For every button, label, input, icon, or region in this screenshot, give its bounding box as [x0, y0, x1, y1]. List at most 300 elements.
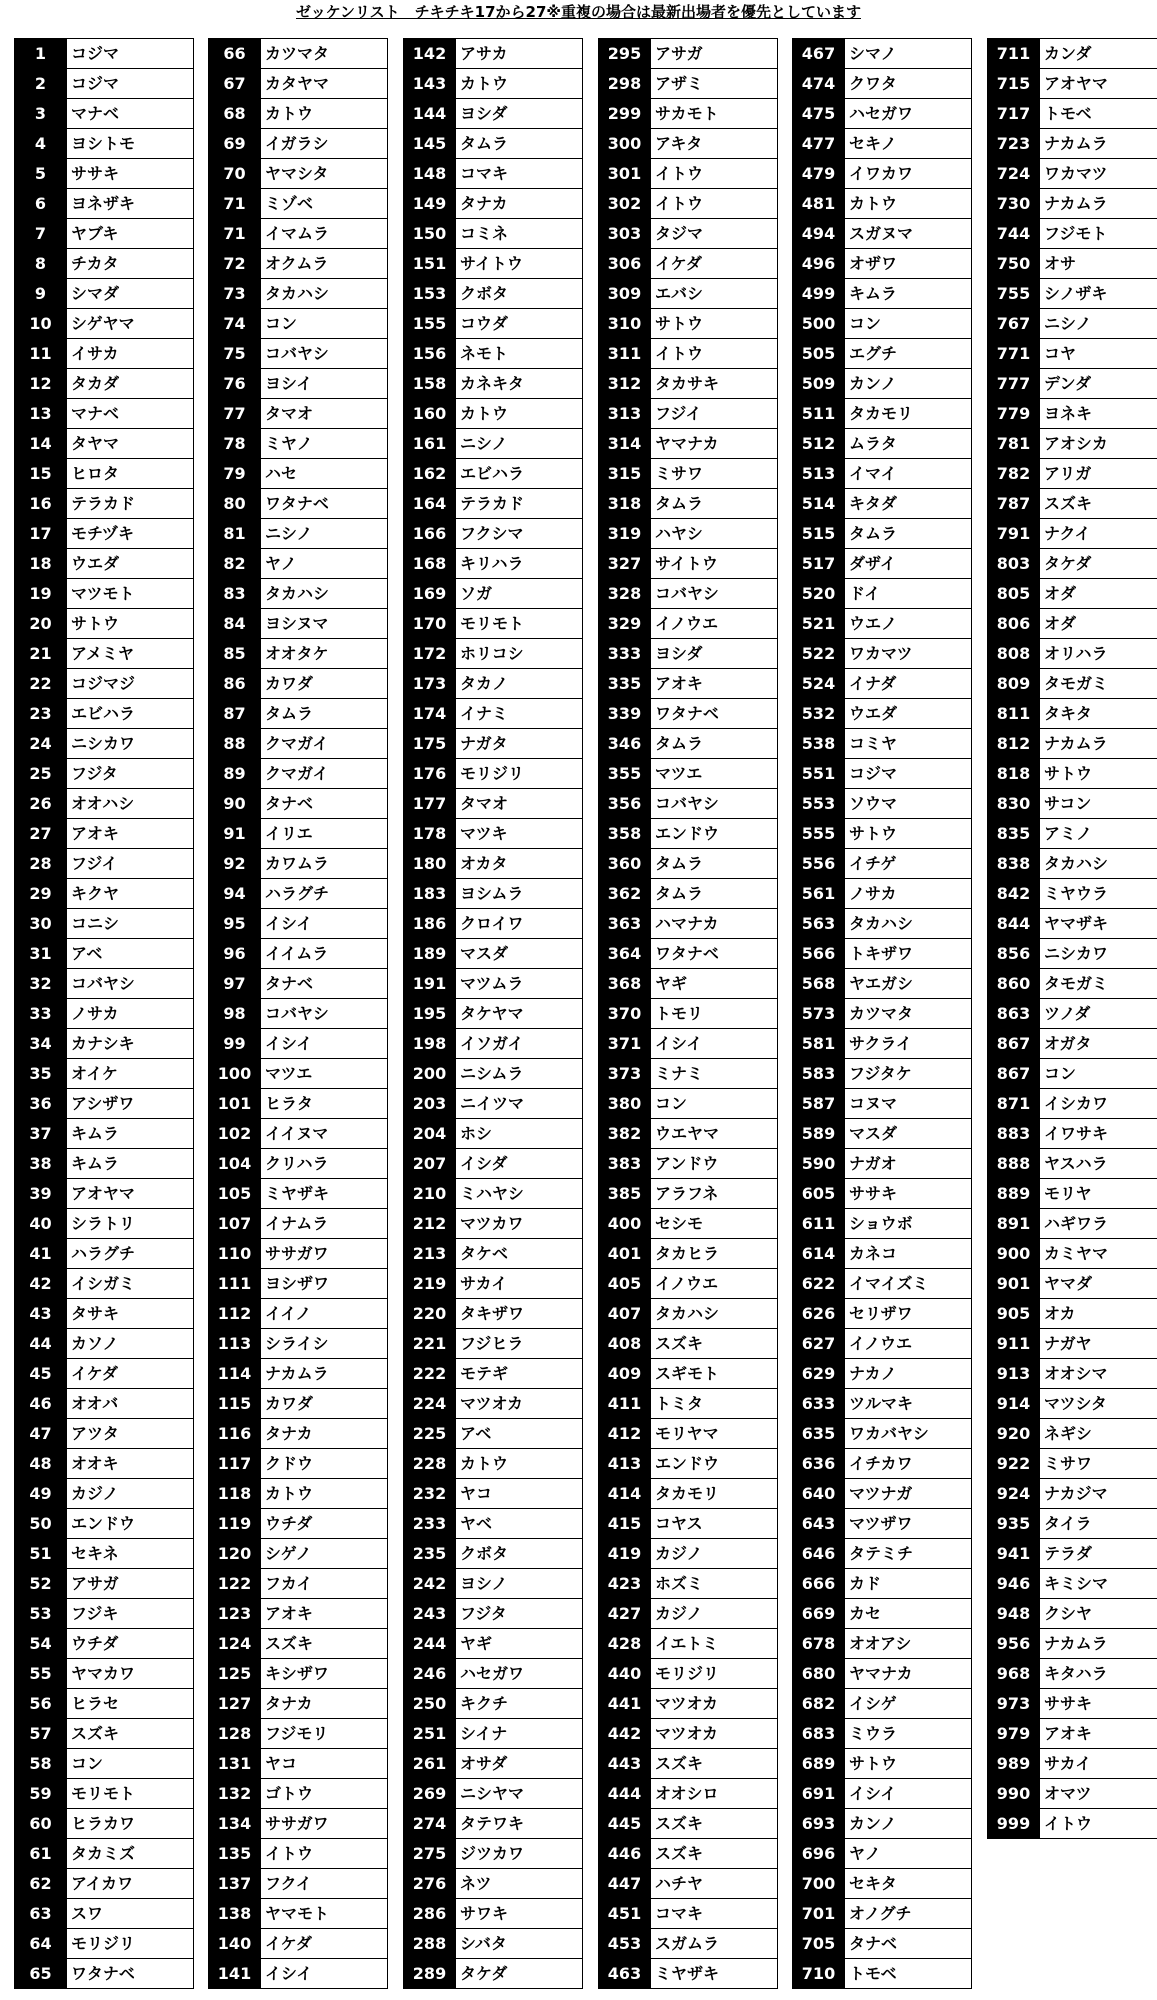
racer-name: ナガタ	[460, 734, 508, 753]
list-row	[14, 189, 193, 219]
bib-number: 891	[987, 1209, 1040, 1238]
bib-number: 683	[792, 1719, 845, 1748]
racer-name: ヨネキ	[1044, 404, 1093, 423]
racer-name: タムラ	[655, 734, 704, 753]
bib-number: 700	[792, 1869, 845, 1898]
list-row	[598, 1029, 777, 1059]
racer-name: カド	[849, 1574, 882, 1593]
bib-number: 803	[987, 549, 1040, 578]
bib-number: 889	[987, 1179, 1040, 1208]
racer-name: イナミ	[460, 704, 509, 723]
bib-number: 269	[403, 1779, 456, 1808]
bib-number: 626	[792, 1299, 845, 1328]
list-row	[208, 1149, 387, 1179]
racer-name: エグチ	[849, 344, 898, 363]
list-row	[14, 1419, 193, 1449]
bib-number: 710	[792, 1959, 845, 1988]
list-row	[792, 1209, 971, 1239]
list-row	[598, 39, 777, 69]
list-row	[14, 669, 193, 699]
list-row	[598, 1539, 777, 1569]
racer-name: マナベ	[71, 404, 120, 423]
racer-name: タカハシ	[849, 914, 914, 933]
bib-number: 511	[792, 399, 845, 428]
bib-number: 346	[598, 729, 651, 758]
bib-number: 170	[403, 609, 456, 638]
bib-number: 590	[792, 1149, 845, 1178]
racer-name: ヤコ	[265, 1754, 298, 1773]
bib-number: 88	[208, 729, 261, 758]
list-row	[14, 1929, 193, 1959]
racer-name: ハヤシ	[655, 524, 703, 543]
bib-number: 30	[14, 909, 67, 938]
bib-number: 14	[14, 429, 67, 458]
bib-number: 29	[14, 879, 67, 908]
racer-name: スズキ	[71, 1724, 120, 1743]
racer-name: ニシヤマ	[460, 1784, 525, 1803]
list-row	[403, 909, 582, 939]
bib-number: 328	[598, 579, 651, 608]
racer-name: イシカワ	[1044, 1094, 1109, 1113]
list-row	[14, 1809, 193, 1839]
bib-number: 251	[403, 1719, 456, 1748]
list-row	[208, 1869, 387, 1899]
bib-number: 40	[14, 1209, 67, 1238]
page-title	[0, 1, 1157, 23]
bib-number: 380	[598, 1089, 651, 1118]
list-row	[792, 729, 971, 759]
racer-name: ミナミ	[655, 1064, 704, 1083]
bib-number: 99	[208, 1029, 261, 1058]
racer-name: アサガ	[71, 1574, 119, 1593]
bib-number: 56	[14, 1689, 67, 1718]
bib-number: 300	[598, 129, 651, 158]
racer-name: シノザキ	[1044, 284, 1108, 303]
racer-name: アリガ	[1044, 464, 1092, 483]
list-row	[403, 1179, 582, 1209]
bib-number: 302	[598, 189, 651, 218]
list-row	[598, 699, 777, 729]
racer-name: ゴトウ	[265, 1784, 314, 1803]
bib-number: 368	[598, 969, 651, 998]
bib-number: 31	[14, 939, 67, 968]
bib-number: 556	[792, 849, 845, 878]
list-row	[208, 369, 387, 399]
list-row	[792, 279, 971, 309]
bib-number: 682	[792, 1689, 845, 1718]
bib-number: 532	[792, 699, 845, 728]
list-row	[403, 249, 582, 279]
racer-name: ウエヤマ	[655, 1124, 720, 1143]
racer-name: ニシカワ	[71, 734, 136, 753]
racer-name: ハマナカ	[655, 914, 719, 933]
bib-number: 446	[598, 1839, 651, 1868]
list-row	[598, 309, 777, 339]
bib-number: 467	[792, 39, 845, 68]
list-row	[987, 999, 1157, 1029]
bib-number: 286	[403, 1899, 456, 1928]
bib-number: 678	[792, 1629, 845, 1658]
bib-number: 835	[987, 819, 1040, 848]
racer-name: ミヤザキ	[655, 1964, 720, 1983]
bib-number: 150	[403, 219, 456, 248]
racer-name: タサキ	[71, 1304, 120, 1323]
list-row	[208, 309, 387, 339]
racer-name: オダ	[1044, 614, 1077, 633]
list-row	[598, 159, 777, 189]
list-row	[14, 489, 193, 519]
racer-name: マスダ	[460, 944, 509, 963]
racer-name: ヒロタ	[71, 464, 120, 483]
list-row	[598, 1659, 777, 1689]
racer-name: マツオカ	[655, 1694, 719, 1713]
racer-name: ヨシダ	[655, 644, 703, 663]
racer-name: イトウ	[655, 344, 704, 363]
racer-name: ササキ	[1044, 1694, 1093, 1713]
racer-name: イエトミ	[655, 1634, 719, 1653]
list-row	[792, 1779, 971, 1809]
racer-name: テラカド	[460, 494, 525, 513]
list-row	[403, 759, 582, 789]
bib-number: 42	[14, 1269, 67, 1298]
racer-name: ツノダ	[1044, 1004, 1091, 1023]
bib-number: 913	[987, 1359, 1040, 1388]
racer-name: サトウ	[1044, 764, 1093, 783]
racer-name: ニシノ	[1044, 314, 1092, 333]
racer-name: イシダ	[460, 1154, 508, 1173]
bib-number: 94	[208, 879, 261, 908]
list-row	[208, 1029, 387, 1059]
list-row	[598, 1179, 777, 1209]
racer-name: サカイ	[1044, 1754, 1092, 1773]
bib-number: 8	[14, 249, 67, 278]
list-row	[987, 1119, 1157, 1149]
list-row	[792, 189, 971, 219]
list-row	[14, 1179, 193, 1209]
list-row	[14, 639, 193, 669]
list-row	[792, 39, 971, 69]
list-row	[987, 609, 1157, 639]
list-row	[792, 309, 971, 339]
list-row	[598, 339, 777, 369]
bib-number: 453	[598, 1929, 651, 1958]
racer-name: カタヤマ	[265, 74, 330, 93]
racer-name: ワタナベ	[655, 704, 719, 723]
bib-number: 164	[403, 489, 456, 518]
racer-name: ホズミ	[655, 1574, 704, 1593]
bib-number: 220	[403, 1299, 456, 1328]
list-row	[208, 669, 387, 699]
list-row	[792, 159, 971, 189]
list-row	[598, 1449, 777, 1479]
racer-name: イノウエ	[655, 614, 719, 633]
list-row	[14, 1029, 193, 1059]
racer-name: ハセ	[265, 464, 298, 483]
list-row	[792, 1899, 971, 1929]
bib-number: 160	[403, 399, 456, 428]
bib-number: 102	[208, 1119, 261, 1148]
bib-number: 479	[792, 159, 845, 188]
racer-name: カワムラ	[265, 854, 329, 873]
list-row	[208, 1599, 387, 1629]
racer-name: サカイ	[460, 1274, 508, 1293]
racer-name: イトウ	[655, 164, 704, 183]
list-row	[14, 699, 193, 729]
racer-name: オオキ	[71, 1454, 119, 1473]
racer-name: オガタ	[1044, 1034, 1092, 1053]
racer-name: コジマ	[71, 74, 120, 93]
list-row	[598, 429, 777, 459]
racer-name: ヤコ	[460, 1484, 493, 1503]
bib-number: 141	[208, 1959, 261, 1988]
bib-number: 131	[208, 1749, 261, 1778]
bib-number: 166	[403, 519, 456, 548]
bib-number: 105	[208, 1179, 261, 1208]
racer-name: コン	[1044, 1064, 1077, 1083]
racer-name: ヒラカワ	[71, 1814, 136, 1833]
list-row	[987, 159, 1157, 189]
bib-number: 28	[14, 849, 67, 878]
bib-number: 423	[598, 1569, 651, 1598]
racer-name: ウエノ	[849, 614, 898, 633]
racer-name: アオヤマ	[71, 1184, 135, 1203]
list-row	[403, 1329, 582, 1359]
list-row	[14, 129, 193, 159]
list-row	[14, 99, 193, 129]
list-row	[14, 1689, 193, 1719]
racer-name: アオヤマ	[1044, 74, 1108, 93]
racer-name: タカヒラ	[655, 1244, 720, 1263]
racer-name: ナガヤ	[1044, 1334, 1092, 1353]
racer-name: トモリ	[655, 1004, 704, 1023]
racer-name: サクライ	[849, 1034, 912, 1053]
bib-number: 370	[598, 999, 651, 1028]
bib-number: 17	[14, 519, 67, 548]
racer-name: ヤマダ	[1044, 1274, 1093, 1293]
racer-name: ナカノ	[849, 1364, 897, 1383]
racer-name: コバヤシ	[655, 794, 719, 813]
racer-name: アオキ	[71, 824, 119, 843]
bib-number: 33	[14, 999, 67, 1028]
bib-number: 405	[598, 1269, 651, 1298]
bib-number: 329	[598, 609, 651, 638]
list-row	[792, 969, 971, 999]
list-row	[208, 1479, 387, 1509]
bib-number: 364	[598, 939, 651, 968]
list-row	[208, 69, 387, 99]
list-row	[792, 1719, 971, 1749]
list-row	[403, 939, 582, 969]
list-row	[14, 1119, 193, 1149]
bib-number: 48	[14, 1449, 67, 1478]
racer-name: ミヤノ	[265, 434, 313, 453]
list-row	[208, 219, 387, 249]
list-row	[208, 1929, 387, 1959]
bib-number: 200	[403, 1059, 456, 1088]
bib-number: 990	[987, 1779, 1040, 1808]
list-row	[208, 1419, 387, 1449]
bib-number: 583	[792, 1059, 845, 1088]
list-row	[598, 759, 777, 789]
racer-name: カツマタ	[849, 1004, 914, 1023]
racer-name: シライシ	[265, 1334, 329, 1353]
bib-number: 246	[403, 1659, 456, 1688]
racer-name: カトウ	[265, 104, 314, 123]
racer-name: クリハラ	[265, 1154, 329, 1173]
bib-number: 224	[403, 1389, 456, 1418]
list-row	[987, 1149, 1157, 1179]
list-row	[598, 189, 777, 219]
bib-number: 838	[987, 849, 1040, 878]
bib-number: 4	[14, 129, 67, 158]
bib-number: 3	[14, 99, 67, 128]
racer-name: エンドウ	[655, 824, 720, 843]
bib-number: 842	[987, 879, 1040, 908]
bib-number: 60	[14, 1809, 67, 1838]
racer-name: クロイワ	[460, 914, 524, 933]
list-row	[598, 639, 777, 669]
bib-number: 63	[14, 1899, 67, 1928]
bib-number: 49	[14, 1479, 67, 1508]
bib-number: 924	[987, 1479, 1040, 1508]
list-row	[208, 1749, 387, 1779]
list-row	[598, 69, 777, 99]
bib-number: 90	[208, 789, 261, 818]
list-row	[403, 219, 582, 249]
list-row	[14, 939, 193, 969]
bib-number: 162	[403, 459, 456, 488]
bib-number: 635	[792, 1419, 845, 1448]
bib-number: 43	[14, 1299, 67, 1328]
bib-number: 16	[14, 489, 67, 518]
list-row	[208, 1509, 387, 1539]
racer-name: ジツカワ	[460, 1844, 525, 1863]
racer-name: クボタ	[460, 1544, 509, 1563]
racer-name: エンドウ	[655, 1454, 720, 1473]
list-row	[598, 369, 777, 399]
racer-name: ニイツマ	[460, 1094, 525, 1113]
list-row	[598, 1479, 777, 1509]
bib-number: 57	[14, 1719, 67, 1748]
list-row	[987, 1239, 1157, 1269]
list-row	[792, 639, 971, 669]
list-row	[208, 1179, 387, 1209]
bib-number: 382	[598, 1119, 651, 1148]
bib-number: 61	[14, 1839, 67, 1868]
racer-name: マツナガ	[849, 1484, 913, 1503]
racer-name: マナベ	[71, 104, 120, 123]
racer-name: タムラ	[655, 854, 704, 873]
list-row	[208, 249, 387, 279]
racer-name: ミサワ	[1044, 1454, 1093, 1473]
bib-number: 24	[14, 729, 67, 758]
list-row	[14, 1509, 193, 1539]
bib-number: 888	[987, 1149, 1040, 1178]
racer-name: タマオ	[460, 794, 509, 813]
list-row	[14, 1899, 193, 1929]
racer-name: ヨシヌマ	[265, 614, 329, 633]
racer-name: ナカムラ	[1044, 194, 1108, 213]
racer-name: タカハシ	[1044, 854, 1109, 873]
bib-number: 844	[987, 909, 1040, 938]
bib-number: 242	[403, 1569, 456, 1598]
list-row	[208, 1539, 387, 1569]
racer-name: シマダ	[71, 284, 120, 303]
bib-number: 400	[598, 1209, 651, 1238]
racer-name: タムラ	[460, 134, 509, 153]
racer-name: タマオ	[265, 404, 314, 423]
list-column-4	[598, 38, 778, 1989]
list-row	[14, 1479, 193, 1509]
list-row	[403, 1509, 582, 1539]
racer-name: マツオカ	[460, 1394, 524, 1413]
list-row	[987, 279, 1157, 309]
list-row	[14, 1089, 193, 1119]
list-row	[792, 1809, 971, 1839]
list-row	[14, 729, 193, 759]
list-row	[208, 969, 387, 999]
bib-number: 771	[987, 339, 1040, 368]
list-row	[403, 609, 582, 639]
list-row	[792, 1959, 971, 1989]
list-row	[792, 1389, 971, 1419]
racer-name: モチヅキ	[71, 524, 135, 543]
list-row	[208, 399, 387, 429]
bib-number: 979	[987, 1719, 1040, 1748]
bib-number: 782	[987, 459, 1040, 488]
bib-number: 451	[598, 1899, 651, 1928]
bib-number: 295	[598, 39, 651, 68]
racer-name: トキザワ	[849, 944, 914, 963]
list-row	[403, 1839, 582, 1869]
list-row	[403, 309, 582, 339]
list-row	[792, 519, 971, 549]
bib-number: 176	[403, 759, 456, 788]
racer-name: カジノ	[655, 1604, 703, 1623]
list-row	[598, 789, 777, 819]
racer-name: オダ	[1044, 584, 1077, 603]
racer-name: カトウ	[265, 1484, 314, 1503]
bib-number: 7	[14, 219, 67, 248]
list-row	[792, 609, 971, 639]
racer-name: ササキ	[71, 164, 120, 183]
list-row	[14, 1209, 193, 1239]
racer-name: タムラ	[655, 494, 704, 513]
list-row	[403, 669, 582, 699]
bib-number: 477	[792, 129, 845, 158]
list-row	[598, 579, 777, 609]
bib-number: 809	[987, 669, 1040, 698]
bib-number: 44	[14, 1329, 67, 1358]
list-row	[208, 1209, 387, 1239]
list-row	[987, 219, 1157, 249]
list-row	[598, 459, 777, 489]
bib-number: 669	[792, 1599, 845, 1628]
list-row	[403, 519, 582, 549]
bib-number: 755	[987, 279, 1040, 308]
racer-name: スガムラ	[655, 1934, 720, 1953]
racer-name: コン	[265, 314, 298, 333]
racer-name: イシイ	[849, 1784, 897, 1803]
racer-name: コミネ	[460, 224, 509, 243]
bib-number: 96	[208, 939, 261, 968]
bib-number: 115	[208, 1389, 261, 1418]
racer-name: ハチヤ	[655, 1874, 704, 1893]
racer-name: スズキ	[655, 1754, 704, 1773]
list-row	[598, 249, 777, 279]
racer-name: クマガイ	[265, 734, 329, 753]
bib-number: 34	[14, 1029, 67, 1058]
